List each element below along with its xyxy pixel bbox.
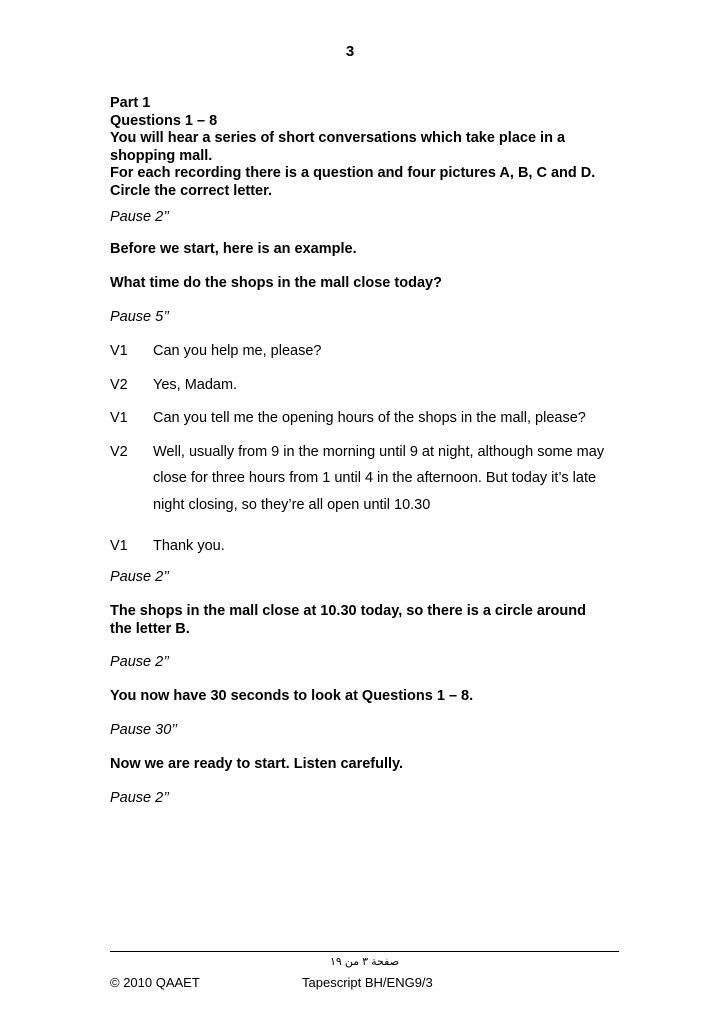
part-header xyxy=(110,95,630,200)
speaker-label: V1 xyxy=(110,343,128,359)
speaker-label: V2 xyxy=(110,444,128,460)
answer-line: the letter B. xyxy=(110,621,190,637)
utterance: close for three hours from 1 until 4 in the afternoon. But today it’s late xyxy=(153,470,597,486)
utterance: Yes, Madam. xyxy=(153,377,238,393)
pause-note: Pause 2’’ xyxy=(110,569,170,585)
utterance: Well, usually from 9 in the morning until 9 at night, although some may xyxy=(153,444,605,460)
instruction-line: shopping mall. xyxy=(110,147,213,164)
pause-note: Pause 2’’ xyxy=(110,209,170,225)
pause-note: Pause 5’’ xyxy=(110,309,170,325)
footer-copyright: © 2010 QAAET xyxy=(110,975,200,990)
speaker-label: V2 xyxy=(110,377,128,393)
footer-divider xyxy=(110,951,619,952)
look-time-instruction: You now have 30 seconds to look at Questions 1 – 8. xyxy=(110,688,474,704)
pause-note: Pause 30’’ xyxy=(110,722,178,738)
utterance: Can you help me, please? xyxy=(153,343,322,359)
utterance: Thank you. xyxy=(153,538,225,554)
instruction-line: For each recording there is a question and four pictures A, B, C and D. xyxy=(110,165,596,181)
speaker-label: V1 xyxy=(110,538,128,554)
example-intro: Before we start, here is an example. xyxy=(110,241,357,257)
answer-line: The shops in the mall close at 10.30 today, so there is a circle around xyxy=(110,603,586,619)
speaker-label: V1 xyxy=(110,410,128,426)
instruction-line: Circle the correct letter. xyxy=(110,182,272,199)
ready-instruction: Now we are ready to start. Listen carefully. xyxy=(110,756,404,772)
footer-document-code: Tapescript BH/ENG9/3 xyxy=(302,975,433,990)
utterance: night closing, so they’re all open until 10.30 xyxy=(153,497,431,513)
utterance: Can you tell me the opening hours of the shops in the mall, please? xyxy=(153,410,586,426)
pause-note: Pause 2’’ xyxy=(110,654,170,670)
instruction-line: You will hear a series of short conversations which take place in a xyxy=(110,130,566,146)
questions-range: Questions 1 – 8 xyxy=(110,112,218,129)
pause-note: Pause 2’’ xyxy=(110,790,170,806)
part-title: Part 1 xyxy=(110,95,151,111)
footer-arabic-page: صفحة ٣ من ١٩ xyxy=(329,956,400,968)
example-question: What time do the shops in the mall close today? xyxy=(110,275,442,291)
page-number: 3 xyxy=(345,43,355,60)
